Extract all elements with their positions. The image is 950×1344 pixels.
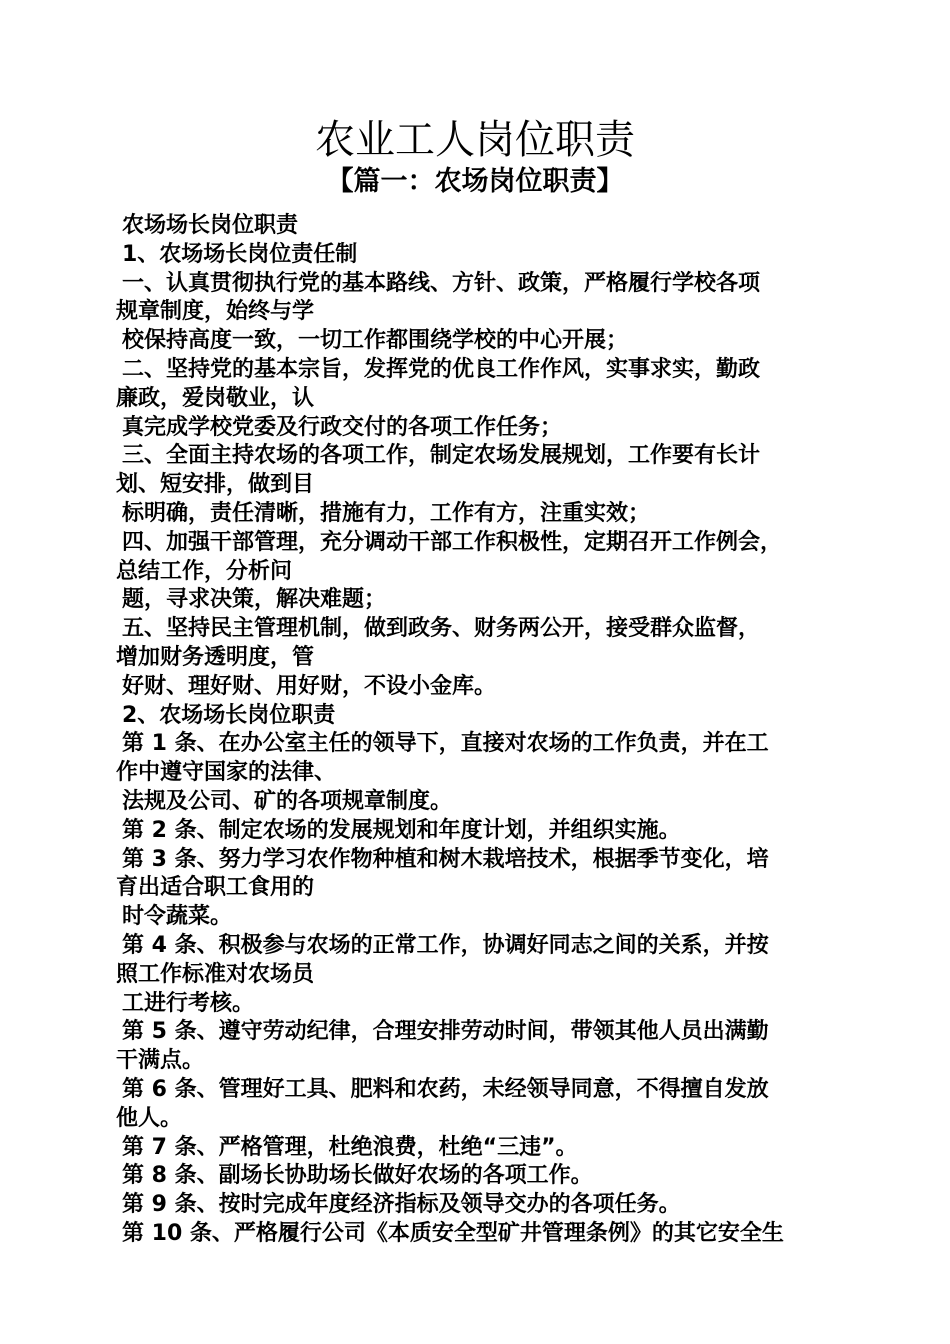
paragraph-line: 题，寻求决策，解决难题； (122, 587, 387, 613)
paragraph-line: 第 10 条、严格履行公司《本质安全型矿井管理条例》的其它安全生 (122, 1220, 784, 1246)
paragraph-line: 四、加强干部管理，充分调动干部工作积极性，定期召开工作例会， (122, 529, 783, 555)
document-title: 农业工人岗位职责 (315, 117, 635, 163)
paragraph-line: 好财、理好财、用好财，不设小金库。 (122, 673, 497, 699)
paragraph-line: 划、短安排，做到目 (116, 472, 315, 498)
paragraph-line: 一、认真贯彻执行党的基本路线、方针、政策，严格履行学校各项 (122, 270, 761, 296)
paragraph-line: 第 2 条、制定农场的发展规划和年度计划，并组织实施。 (122, 817, 681, 843)
paragraph-line: 第 3 条、努力学习农作物种植和树木栽培技术，根据季节变化，培 (122, 846, 769, 872)
paragraph-line: 增加财务透明度，管 (116, 644, 315, 670)
paragraph-line: 第 6 条、管理好工具、肥料和农药，未经领导同意，不得擅自发放 (122, 1076, 769, 1102)
paragraph-line: 规章制度，始终与学 (116, 299, 315, 325)
paragraph-line: 第 1 条、在办公室主任的领导下，直接对农场的工作负责，并在工 (122, 731, 769, 757)
paragraph-line: 工进行考核。 (122, 990, 255, 1016)
paragraph-line: 五、坚持民主管理机制，做到政务、财务两公开，接受群众监督， (122, 616, 761, 642)
paragraph-line: 法规及公司、矿的各项规章制度。 (122, 788, 453, 814)
paragraph-line: 校保持高度一致，一切工作都围绕学校的中心开展； (122, 328, 629, 354)
paragraph-line: 廉政，爱岗敬业，认 (116, 385, 315, 411)
paragraph-line: 三、全面主持农场的各项工作，制定农场发展规划，工作要有长计 (122, 443, 761, 469)
paragraph-line: 第 4 条、积极参与农场的正常工作，协调好同志之间的关系，并按 (122, 932, 769, 958)
paragraph-line: 第 8 条、副场长协助场长做好农场的各项工作。 (122, 1163, 593, 1189)
paragraph-line: 标明确，责任清晰，措施有力，工作有方，注重实效； (122, 500, 651, 526)
paragraph-line: 第 5 条、遵守劳动纪律，合理安排劳动时间，带领其他人员出满勤 (122, 1019, 769, 1045)
paragraph-line: 育出适合职工食用的 (116, 875, 315, 901)
document-subtitle: 【篇一：农场岗位职责】 (326, 166, 624, 197)
paragraph-line: 第 9 条、按时完成年度经济指标及领导交办的各项任务。 (122, 1192, 681, 1218)
paragraph-line: 照工作标准对农场员 (116, 961, 315, 987)
paragraph-line: 作中遵守国家的法律、 (116, 760, 337, 786)
paragraph-line: 第 7 条、严格管理，杜绝浪费，杜绝“三违”。 (122, 1134, 578, 1160)
section-heading: 农场场长岗位职责 (122, 213, 299, 238)
paragraph-line: 时令蔬菜。 (122, 904, 233, 930)
paragraph-line: 干满点。 (116, 1048, 205, 1074)
paragraph-line: 真完成学校党委及行政交付的各项工作任务； (122, 414, 563, 440)
paragraph-line: 他人。 (116, 1105, 183, 1131)
subsection-heading: 2、农场场长岗位职责 (122, 702, 336, 728)
paragraph-line: 二、坚持党的基本宗旨，发挥党的优良工作作风，实事求实，勤政 (122, 356, 761, 382)
subsection-heading: 1、农场场长岗位责任制 (122, 241, 358, 267)
document-body (116, 212, 836, 1249)
paragraph-line: 总结工作，分析问 (116, 558, 293, 584)
